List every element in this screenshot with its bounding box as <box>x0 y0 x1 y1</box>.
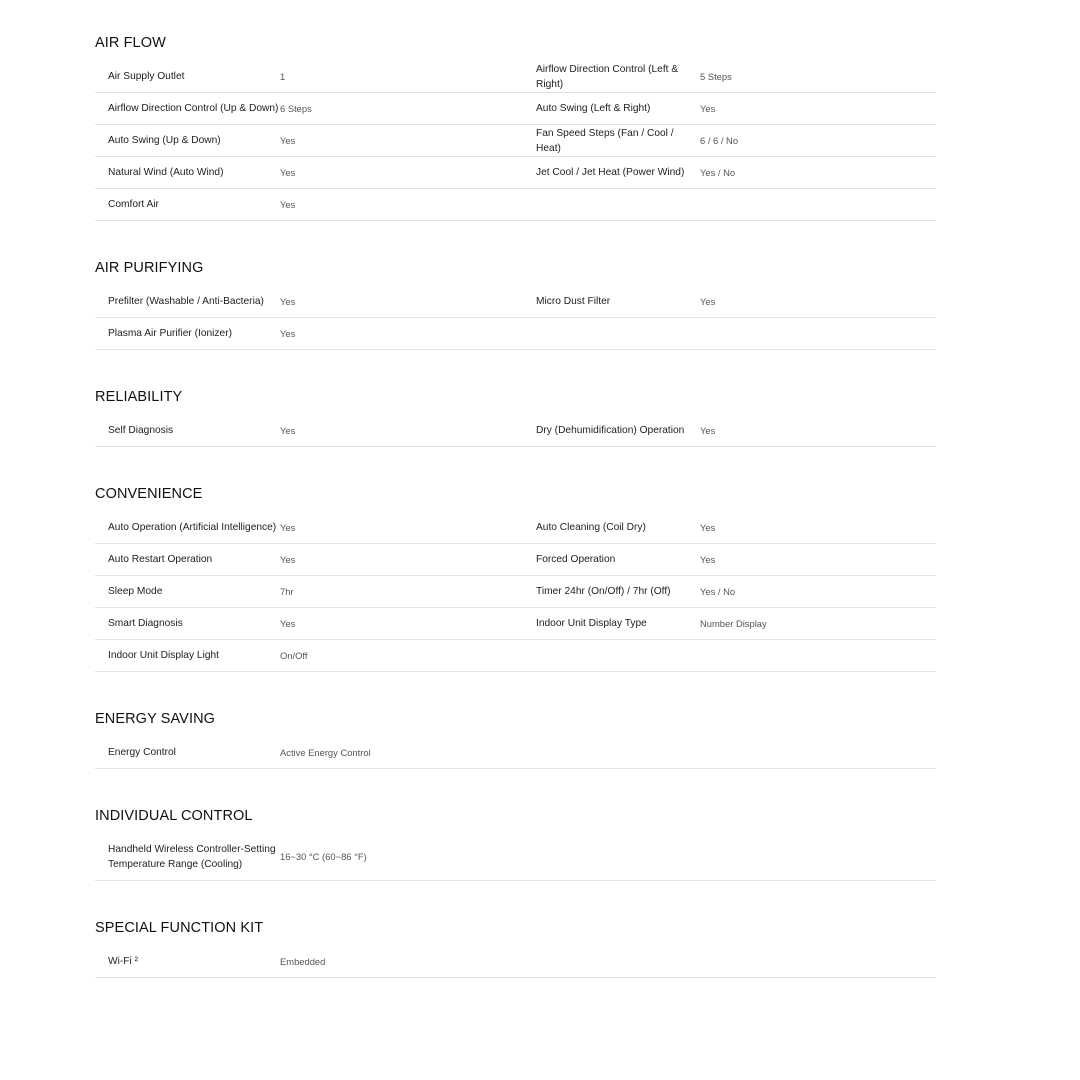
spec-row <box>95 576 936 608</box>
spec-label: Energy Control <box>108 747 176 758</box>
spec-value: Yes <box>700 521 716 533</box>
section-title: CONVENIENCE <box>95 486 203 502</box>
section-spacer <box>95 672 936 709</box>
spec-row <box>95 834 936 881</box>
spec-cell <box>95 745 515 760</box>
spec-rows <box>95 415 936 447</box>
spec-row <box>95 318 936 350</box>
spec-value: Yes <box>280 198 296 210</box>
spec-section <box>95 33 936 221</box>
spec-rows <box>95 286 936 350</box>
spec-value: On/Off <box>280 649 308 661</box>
spec-value: Yes <box>280 553 296 565</box>
spec-cell <box>515 62 935 92</box>
spec-label: Smart Diagnosis <box>108 618 183 629</box>
spec-label: Air Supply Outlet <box>108 71 185 82</box>
spec-cell <box>95 423 515 438</box>
spec-row <box>95 61 936 93</box>
spec-label: Fan Speed Steps (Fan / Cool / Heat) <box>536 127 674 154</box>
spec-cell <box>95 326 515 341</box>
spec-value: Embedded <box>280 955 326 967</box>
spec-label: Forced Operation <box>536 554 616 565</box>
spec-label: Timer 24hr (On/Off) / 7hr (Off) <box>536 586 671 597</box>
spec-value: Active Energy Control <box>280 746 371 758</box>
spec-label: Comfort Air <box>108 199 159 210</box>
section-title: SPECIAL FUNCTION KIT <box>95 920 264 936</box>
spec-label: Auto Swing (Up & Down) <box>108 135 221 146</box>
spec-value: Yes <box>280 134 296 146</box>
spec-section <box>95 484 936 672</box>
spec-cell <box>95 294 515 309</box>
spec-value: Yes <box>700 295 716 307</box>
spec-row <box>95 946 936 978</box>
spec-cell <box>95 197 515 212</box>
spec-value: 1 <box>280 70 286 82</box>
spec-cell <box>95 101 515 116</box>
spec-row <box>95 93 936 125</box>
spec-row <box>95 512 936 544</box>
spec-cell <box>515 616 935 631</box>
spec-value: Yes <box>280 327 296 339</box>
spec-cell <box>95 648 515 663</box>
specs-container <box>95 33 936 978</box>
spec-cell <box>95 842 515 872</box>
spec-label: Sleep Mode <box>108 586 163 597</box>
spec-value: Yes / No <box>700 166 736 178</box>
section-title: ENERGY SAVING <box>95 711 216 727</box>
spec-label: Airflow Direction Control (Up & Down) <box>108 103 279 114</box>
spec-cell <box>515 101 935 116</box>
spec-section <box>95 709 936 769</box>
section-title: AIR PURIFYING <box>95 260 204 276</box>
spec-cell <box>95 584 515 599</box>
spec-value: 16~30 °C (60~86 °F) <box>280 851 367 862</box>
spec-section <box>95 258 936 350</box>
spec-label: Self Diagnosis <box>108 425 174 436</box>
spec-section <box>95 918 936 978</box>
spec-row <box>95 640 936 672</box>
spec-value: 5 Steps <box>700 70 732 82</box>
spec-label: Auto Operation (Artificial Intelligence) <box>108 522 277 533</box>
spec-cell <box>95 520 515 535</box>
spec-value: 6 Steps <box>280 102 312 114</box>
spec-cell <box>95 165 515 180</box>
spec-cell <box>95 69 515 84</box>
spec-row <box>95 286 936 318</box>
spec-rows <box>95 61 936 221</box>
spec-label: Jet Cool / Jet Heat (Power Wind) <box>536 167 685 178</box>
spec-value: Number Display <box>700 617 767 629</box>
spec-value: 6 / 6 / No <box>700 134 739 146</box>
spec-row <box>95 737 936 769</box>
spec-label: Dry (Dehumidification) Operation <box>536 425 685 436</box>
spec-row <box>95 544 936 576</box>
section-spacer <box>95 881 936 918</box>
section-spacer <box>95 447 936 484</box>
spec-label: Handheld Wireless Controller-Setting Temperature Range (Cooling) <box>108 844 276 870</box>
spec-row <box>95 157 936 189</box>
spec-cell <box>515 423 935 438</box>
section-title: RELIABILITY <box>95 389 183 405</box>
spec-section <box>95 387 936 447</box>
spec-section <box>95 806 936 881</box>
spec-value: Yes <box>700 424 716 436</box>
spec-row <box>95 415 936 447</box>
spec-cell <box>515 584 935 599</box>
spec-label: Indoor Unit Display Type <box>536 618 647 629</box>
spec-value: Yes <box>280 166 296 178</box>
spec-value: Yes <box>700 102 716 114</box>
spec-row <box>95 125 936 157</box>
spec-label: Indoor Unit Display Light <box>108 650 219 661</box>
spec-rows <box>95 834 936 881</box>
spec-rows <box>95 737 936 769</box>
spec-row <box>95 608 936 640</box>
spec-rows <box>95 946 936 978</box>
spec-cell <box>515 126 935 156</box>
spec-row <box>95 189 936 221</box>
spec-label: Natural Wind (Auto Wind) <box>108 167 224 178</box>
spec-label: Auto Swing (Left & Right) <box>536 103 651 114</box>
spec-value: Yes <box>700 553 716 565</box>
spec-cell <box>515 520 935 535</box>
spec-cell <box>95 133 515 148</box>
spec-label: Wi-Fi ² <box>108 956 138 967</box>
spec-value: Yes <box>280 424 296 436</box>
spec-label: Prefilter (Washable / Anti-Bacteria) <box>108 296 264 307</box>
section-spacer <box>95 769 936 806</box>
spec-cell <box>95 954 515 969</box>
section-title: INDIVIDUAL CONTROL <box>95 808 253 824</box>
spec-value: Yes <box>280 521 296 533</box>
section-title: AIR FLOW <box>95 35 166 51</box>
spec-label: Plasma Air Purifier (Ionizer) <box>108 328 232 339</box>
spec-value: Yes <box>280 617 296 629</box>
spec-cell <box>515 165 935 180</box>
spec-cell <box>95 552 515 567</box>
spec-cell <box>515 294 935 309</box>
spec-label: Airflow Direction Control (Left & Right) <box>536 63 679 90</box>
spec-label: Micro Dust Filter <box>536 296 611 307</box>
section-spacer <box>95 350 936 387</box>
spec-label: Auto Restart Operation <box>108 554 213 565</box>
spec-value: Yes <box>280 295 296 307</box>
spec-cell <box>95 616 515 631</box>
spec-rows <box>95 512 936 672</box>
spec-label: Auto Cleaning (Coil Dry) <box>536 522 646 533</box>
spec-cell <box>515 552 935 567</box>
section-spacer <box>95 221 936 258</box>
spec-value: Yes / No <box>700 585 736 597</box>
spec-value: 7hr <box>280 585 294 597</box>
